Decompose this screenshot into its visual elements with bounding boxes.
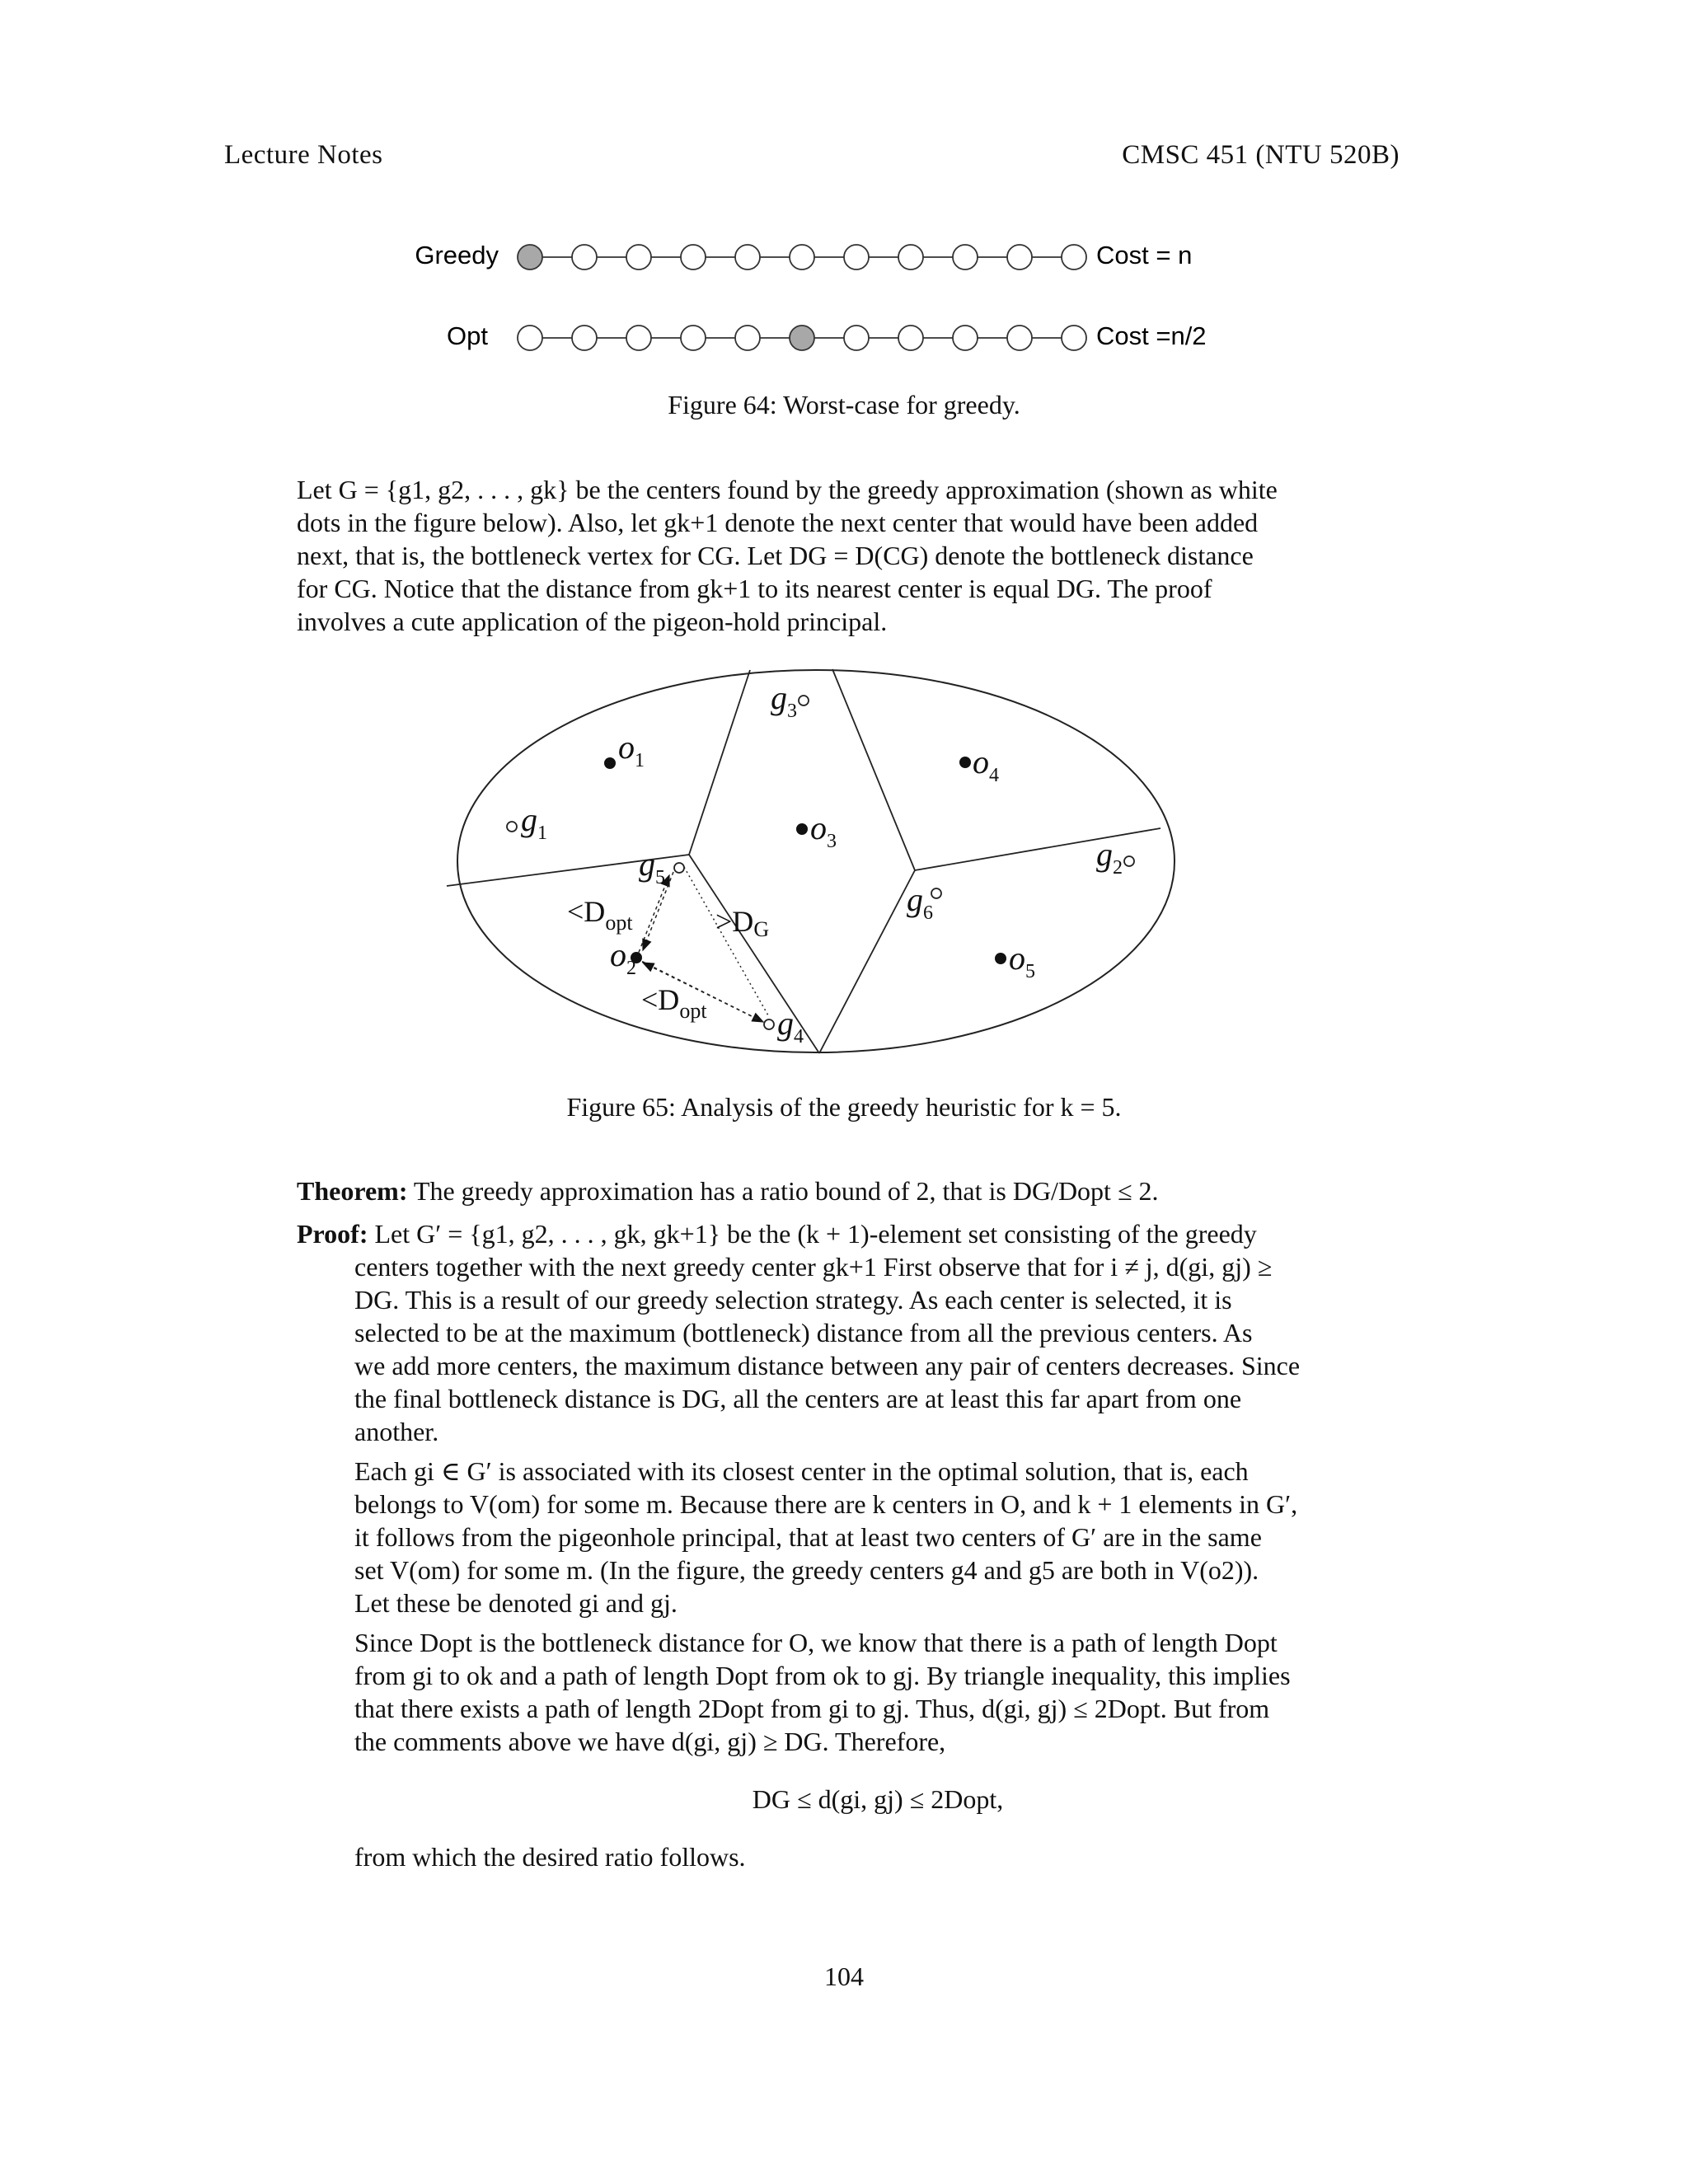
figure-64 (0, 223, 1688, 371)
center-node (518, 245, 542, 269)
proof-paragraph-1: centers together with the next greedy center gk+1 First observe that for i ≠ j, d(gi, gj) ≥ DG. This is a result of our greedy selection strategy. As each center is selected, it is selected to be at the maximum (bottleneck) distance from all the previous centers. As we add more centers, the maximum distance between any pair of centers decreases. Since the final bottleneck distance is DG, all the centers are at least this far apart from one another. (354, 1252, 1301, 1446)
g6-dot (931, 888, 941, 898)
chain-node (898, 245, 923, 269)
intro-line-5: involves a cute application of the pigeon-hold principal. (297, 607, 888, 636)
greedy-label: Greedy (415, 241, 499, 269)
dg-label: >DG (715, 905, 770, 941)
optimal-centers (604, 757, 1006, 964)
g3-label: $g_3$ (771, 679, 797, 722)
intro-line-2: dots in the figure below). Also, let gk+1 denote the next center that would have been added (297, 508, 1259, 537)
figure-64-caption: Figure 64: Worst-case for greedy. (668, 390, 1020, 419)
g2-dot (1124, 856, 1134, 866)
running-header-left: Lecture Notes (224, 140, 383, 170)
voronoi-edges (447, 669, 1160, 1053)
proof (297, 1217, 1401, 1873)
chain-node (681, 245, 706, 269)
greedy-row (415, 241, 1192, 269)
o4-label: $o_4$ (973, 743, 999, 786)
intro-line-4: for CG. Notice that the distance from gk+1 to its nearest center is equal DG. The proof (297, 574, 1212, 603)
proof-head: Proof: (297, 1219, 368, 1249)
o4-dot (959, 757, 971, 768)
chain-node (735, 326, 760, 350)
proof-closing: from which the desired ratio follows. (354, 1842, 746, 1872)
chain-node (790, 245, 814, 269)
proof-paragraph-3: Since Dopt is the bottleneck distance for O, we know that there is a path of length Dopt from gi to ok and a path of length Dopt from ok to gj. By triangle inequality, this implies that there exists a path of length 2Dopt from gi to gj. Thus, d(gi, gj) ≤ 2Dopt. But from the comments above we have d(gi, gj) ≥ DG. Therefore, (354, 1628, 1291, 1756)
proof-p1-line-1: Let G′ = {g1, g2, . . . , gk, gk+1} be the (k + 1)-element set consisting of the greedy (374, 1219, 1257, 1249)
figure-65 (445, 659, 1187, 1063)
intro-paragraph (297, 473, 1401, 638)
chain-node (898, 326, 923, 350)
greedy-cost: Cost = n (1096, 241, 1193, 269)
o2-label: $o_2$ (610, 936, 636, 979)
opt-label: Opt (447, 321, 488, 350)
chain-node (1062, 326, 1086, 350)
page-number: 104 (824, 1961, 864, 1991)
g5-label: $g_5$ (639, 846, 665, 888)
running-header-right: CMSC 451 (NTU 520B) (1122, 140, 1400, 170)
chain-node (953, 326, 978, 350)
g1-label: $g_1$ (521, 801, 547, 844)
o5-dot (995, 953, 1006, 964)
dopt-label-upper: $<D_{opt}$ (567, 895, 633, 935)
intro-line-3: next, that is, the bottleneck vertex for CG. Let DG = D(CG) denote the bottleneck distance (297, 541, 1254, 570)
theorem (297, 1174, 1401, 1207)
o3-label: $o_3$ (810, 809, 837, 852)
opt-cost: Cost =n/2 (1096, 321, 1207, 350)
o3-dot (796, 823, 808, 835)
chain-node (735, 245, 760, 269)
g4-dot (764, 1019, 774, 1029)
chain-node (626, 326, 651, 350)
chain-node (572, 326, 597, 350)
intro-line-1: Let G = {g1, g2, . . . , gk} be the centers found by the greedy approximation (shown as white (297, 475, 1278, 504)
greedy-centers (507, 696, 1134, 1029)
chain-node (844, 245, 869, 269)
o1-label: $o_1$ (618, 729, 645, 771)
figure-65-caption: Figure 65: Analysis of the greedy heuristic for k = 5. (566, 1092, 1122, 1122)
g3-dot (799, 696, 809, 705)
chain-node (844, 326, 869, 350)
region-boundary (457, 670, 1175, 1052)
g6-label: $g_6$ (907, 881, 933, 924)
g1-dot (507, 822, 517, 832)
chain-node (1062, 245, 1086, 269)
chain-node (681, 326, 706, 350)
chain-node (626, 245, 651, 269)
theorem-head: Theorem: (297, 1176, 408, 1206)
chain-node (1007, 326, 1032, 350)
proof-equation: DG ≤ d(gi, gj) ≤ 2Dopt, (752, 1784, 1004, 1814)
dopt-label-lower: $<D_{opt}$ (641, 983, 707, 1023)
o1-dot (604, 757, 616, 769)
g2-label: $g_2$ (1096, 836, 1123, 879)
chain-node (953, 245, 978, 269)
g5-dot (674, 863, 684, 873)
chain-node (518, 326, 542, 350)
o5-label: $o_5$ (1009, 940, 1035, 982)
g4-label: $g_4$ (777, 1005, 804, 1047)
chain-node (1007, 245, 1032, 269)
proof-paragraph-2: Each gi ∈ G′ is associated with its closest center in the optimal solution, that is, each belongs to V(om) for some m. Because there are k centers in O, and k + 1 elements in G′, it follows from the pigeonhole principal, that at least two centers of G′ are in the same set V(om) for some m. (In the figure, the greedy centers g4 and g5 are both in V(o2)). Let these be denoted gi and gj. (354, 1456, 1298, 1618)
center-node (790, 326, 814, 350)
opt-row (447, 321, 1207, 350)
chain-node (572, 245, 597, 269)
theorem-text: The greedy approximation has a ratio bound of 2, that is DG/Dopt ≤ 2. (413, 1176, 1159, 1206)
